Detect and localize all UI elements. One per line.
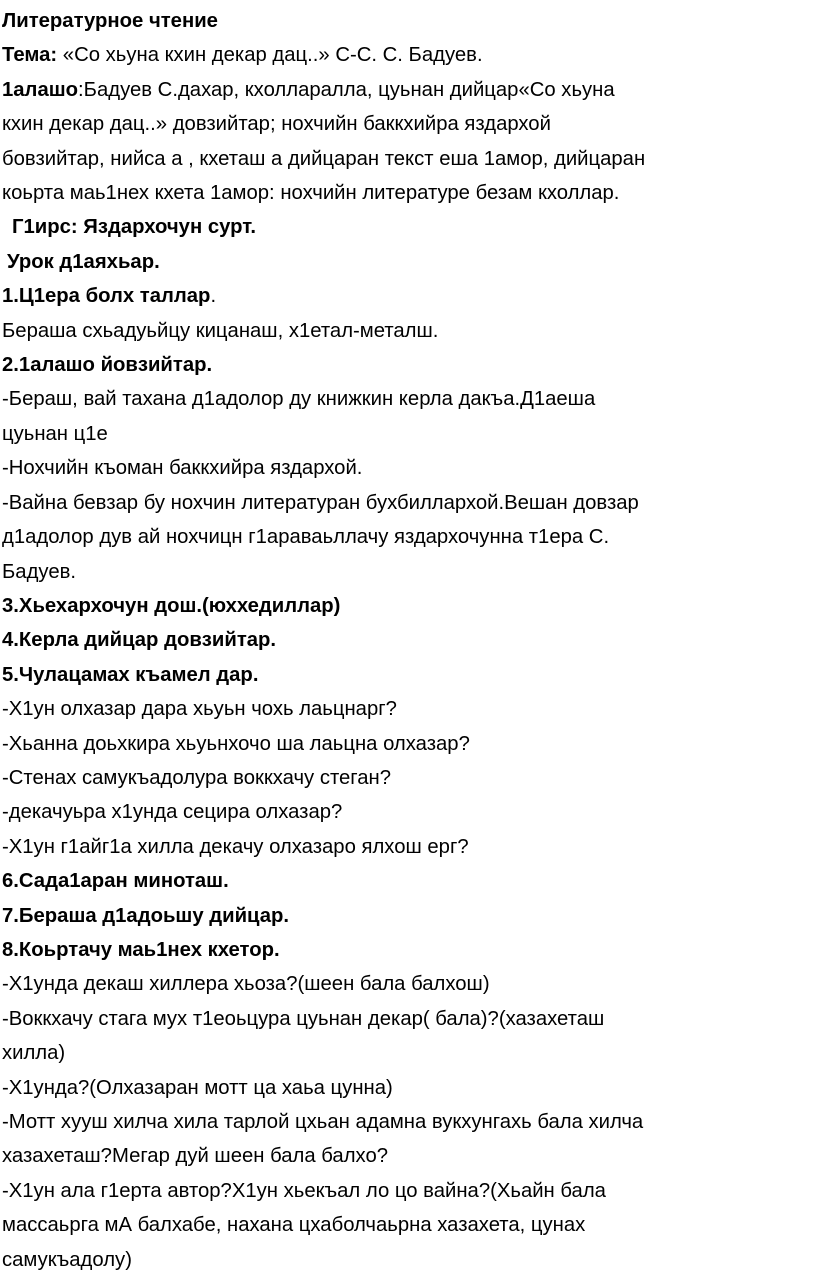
goals-paragraph [2,73,814,211]
document-subject: Литературное чтение [2,10,218,32]
goals-text: :Бадуев С.дахар, кхолларалла, цуьнан дийцар«Со хьуна [78,78,615,101]
question-line: -Хьанна доьхкира хьуьнхочо ша лаьцна олхазар? [2,732,470,755]
question-line: -Стенах самукъадолура воккхачу стеган? [2,766,392,789]
step-heading-4: 4.Керла дийцар довзийтар. [2,629,277,652]
step-heading-1 [2,279,814,313]
step-line: -Вайна бевзар бу нохчин литературан бухбиллархой.Вешан довзар [2,491,639,514]
goals-line: бовзийтар, нийса а , кхеташ а дийцаран текст еша 1амор, дийцаран [2,147,646,170]
goals-label: 1алашо [2,78,79,101]
question-line: самукъадолу) [2,1248,132,1271]
step-line: Бадуев. [2,560,77,583]
question-line: -Мотт хууш хилча хила тарлой цхьан адамна вукхунгахь бала хилча [2,1111,644,1133]
question-line: -Х1ун олхазар дара хьуьн чохь лаьцнарг? [2,698,397,721]
step-line: -Нохчийн къоман баккхийра яздархой. [2,457,363,480]
step-heading-3: 3.Хьехархочун дош.(юххедиллар) [2,594,341,617]
question-line: хилла) [2,1042,66,1065]
question-line: массаьрга мА балхабе, нахана цхаболчаьрна хазахета, цунах [2,1214,586,1237]
question-line: хазахеташ?Мегар дуй шеен бала балхо? [2,1145,389,1168]
step-heading-suffix: . [210,285,217,308]
step-heading-7: 7.Бераша д1адоьшу дийцар. [2,904,290,927]
question-line: -Х1ун ала г1ерта автор?Х1ун хьекъал ло цо вайна?(Хьайн бала [2,1179,606,1202]
step-line: -Бераш, вай тахана д1адолор ду книжкин керла дакъа.Д1аеша [2,388,596,411]
topic-line [2,38,814,72]
question-line: -Х1унда?(Олхазаран мотт ца хаьа цунна) [2,1076,393,1099]
question-line: -декачуьра х1унда сецира олхазар? [2,801,343,824]
lesson-form: Г1ирс: Яздархочун сурт. [12,216,257,239]
step-heading-2: 2.1алашо йовзийтар. [2,354,213,377]
step-line: цуьнан ц1е [2,422,108,445]
step-heading-6: 6.Сада1аран миноташ. [2,870,229,893]
step-heading-5: 5.Чулацамах къамел дар. [2,663,259,686]
goals-line-1 [2,73,814,107]
lesson-flow-heading: Урок д1аяхьар. [7,250,160,273]
step-heading-text: 1.Ц1ера болх таллар [2,285,211,308]
topic-text: «Со хьуна кхин декар дац..» С-С. С. Бадуев. [57,44,483,67]
question-line: -Х1унда декаш хиллера хьоза?(шеен бала балхош) [2,973,490,996]
topic-label: Тема: [2,44,58,67]
question-line: -Воккхачу стага мух т1еоьцура цуьнан декар( бала)?(хазахеташ [2,1007,605,1030]
goals-line: коьрта маь1нех кхета 1амор: нохчийн литературе безам кхоллар. [2,182,620,205]
goals-line: кхин декар дац..» довзийтар; нохчийн баккхийра яздархой [2,113,551,136]
question-line: -Х1ун г1айг1а хилла декачу олхазаро ялхош ерг? [2,835,469,858]
step-line: д1адолор дув ай нохчицн г1араваьллачу яздархочунна т1ера С. [2,526,610,549]
step-line: Бераша схьадуьйцу кицанаш, х1етал-металш. [2,319,439,342]
step-heading-8: 8.Коьртачу маь1нех кхетор. [2,938,280,961]
